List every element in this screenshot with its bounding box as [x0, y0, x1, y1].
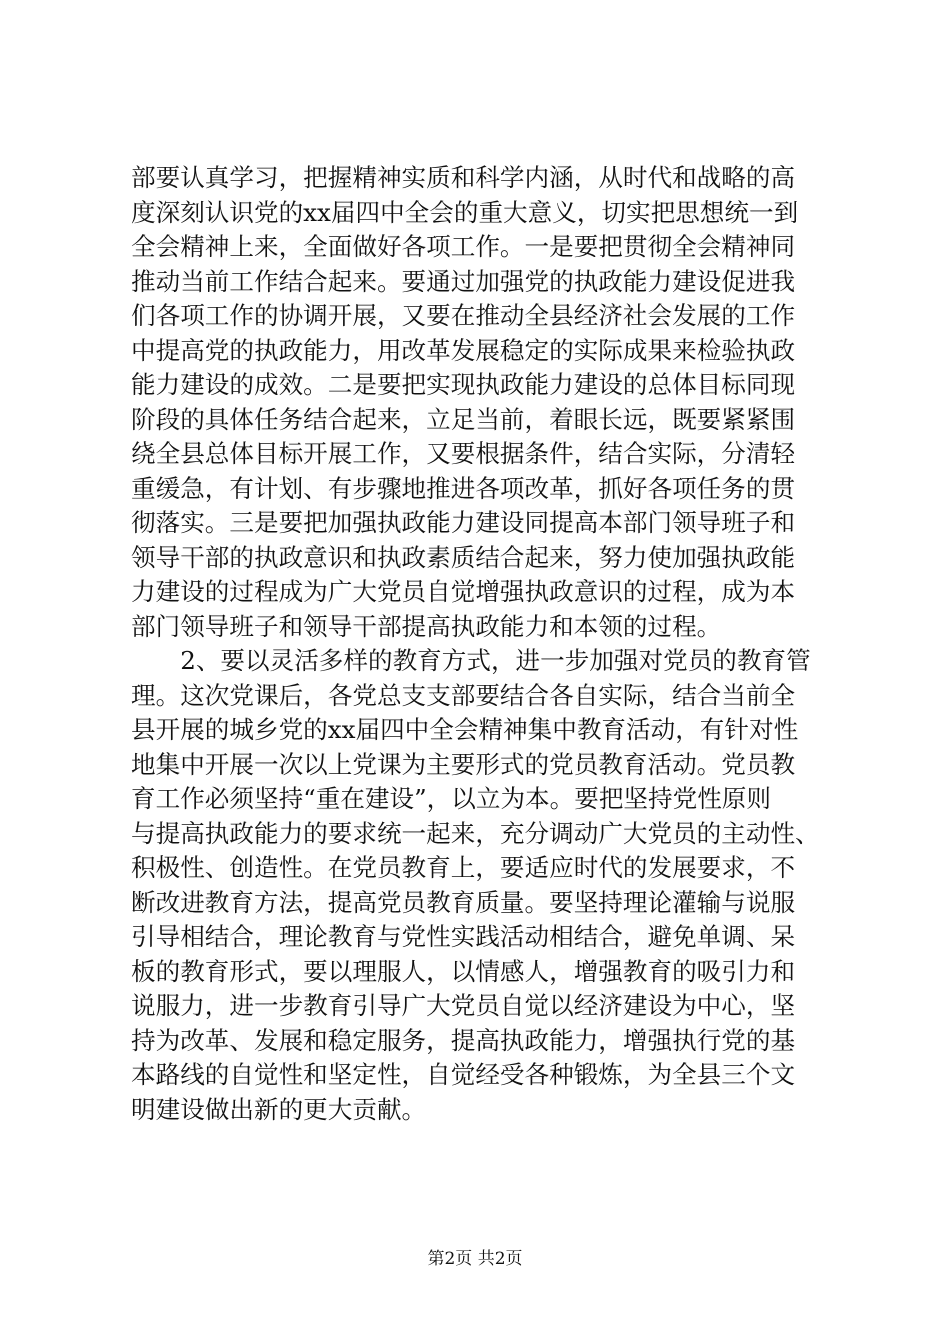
text-line: 度深刻认识党的xx届四中全会的重大意义，切实把思想统一到 — [131, 197, 799, 227]
text-line: 本路线的自觉性和坚定性，自觉经受各种锻炼，为全县三个文 — [131, 1060, 796, 1089]
text-line: 重缓急，有计划、有步骤地推进各项改革，抓好各项任务的贯 — [131, 473, 796, 503]
text-line: 全会精神上来，全面做好各项工作。一是要把贯彻全会精神同 — [131, 232, 796, 261]
text-line: 2、要以灵活多样的教育方式，进一步加强对党员的教育管 — [131, 646, 811, 675]
text-line: 板的教育形式，要以理服人，以情感人，增强教育的吸引力和 — [131, 956, 796, 986]
text-line: 部要认真学习，把握精神实质和科学内涵，从时代和战略的高 — [131, 163, 796, 192]
text-line: 力建设的过程成为广大党员自觉增强执政意识的过程，成为本 — [131, 577, 796, 606]
text-line: 积极性、创造性。在党员教育上，要适应时代的发展要求，不 — [131, 853, 796, 882]
text-line: 持为改革、发展和稳定服务，提高执政能力，增强执行党的基 — [131, 1025, 796, 1055]
text-line: 中提高党的执政能力，用改革发展稳定的实际成果来检验执政 — [131, 335, 796, 365]
text-line: 绕全县总体目标开展工作，又要根据条件，结合实际，分清轻 — [131, 439, 796, 468]
document-body — [131, 161, 831, 1127]
text-line: 明建设做出新的更大贡献。 — [131, 1094, 427, 1124]
text-line: 县开展的城乡党的xx届四中全会精神集中教育活动，有针对性 — [131, 715, 799, 744]
text-line: 与提高执政能力的要求统一起来，充分调动广大党员的主动性、 — [131, 818, 820, 848]
text-line: 领导干部的执政意识和执政素质结合起来，努力使加强执政能 — [131, 542, 796, 572]
text-line: 阶段的具体任务结合起来，立足当前，着眼长远，既要紧紧围 — [131, 404, 796, 434]
text-line: 能力建设的成效。二是要把实现执政能力建设的总体目标同现 — [131, 370, 796, 399]
text-line: 们各项工作的协调开展，又要在推动全县经济社会发展的工作 — [131, 301, 796, 330]
text-line: 育工作必须坚持“重在建设”，以立为本。要把坚持党性原则 — [131, 784, 771, 813]
text-line: 引导相结合，理论教育与党性实践活动相结合，避免单调、呆 — [131, 922, 796, 951]
text-line: 部门领导班子和领导干部提高执政能力和本领的过程。 — [131, 611, 722, 641]
text-line: 地集中开展一次以上党课为主要形式的党员教育活动。党员教 — [131, 749, 796, 779]
text-line: 彻落实。三是要把加强执政能力建设同提高本部门领导班子和 — [131, 508, 796, 537]
text-line: 推动当前工作结合起来。要通过加强党的执政能力建设促进我 — [131, 266, 796, 296]
page-footer: 第2页 共2页 — [427, 1249, 523, 1269]
text-line: 说服力，进一步教育引导广大党员自觉以经济建设为中心，坚 — [131, 991, 796, 1020]
text-line: 理。这次党课后，各党总支支部要结合各自实际，结合当前全 — [131, 680, 796, 710]
text-line: 断改进教育方法，提高党员教育质量。要坚持理论灌输与说服 — [131, 887, 796, 917]
